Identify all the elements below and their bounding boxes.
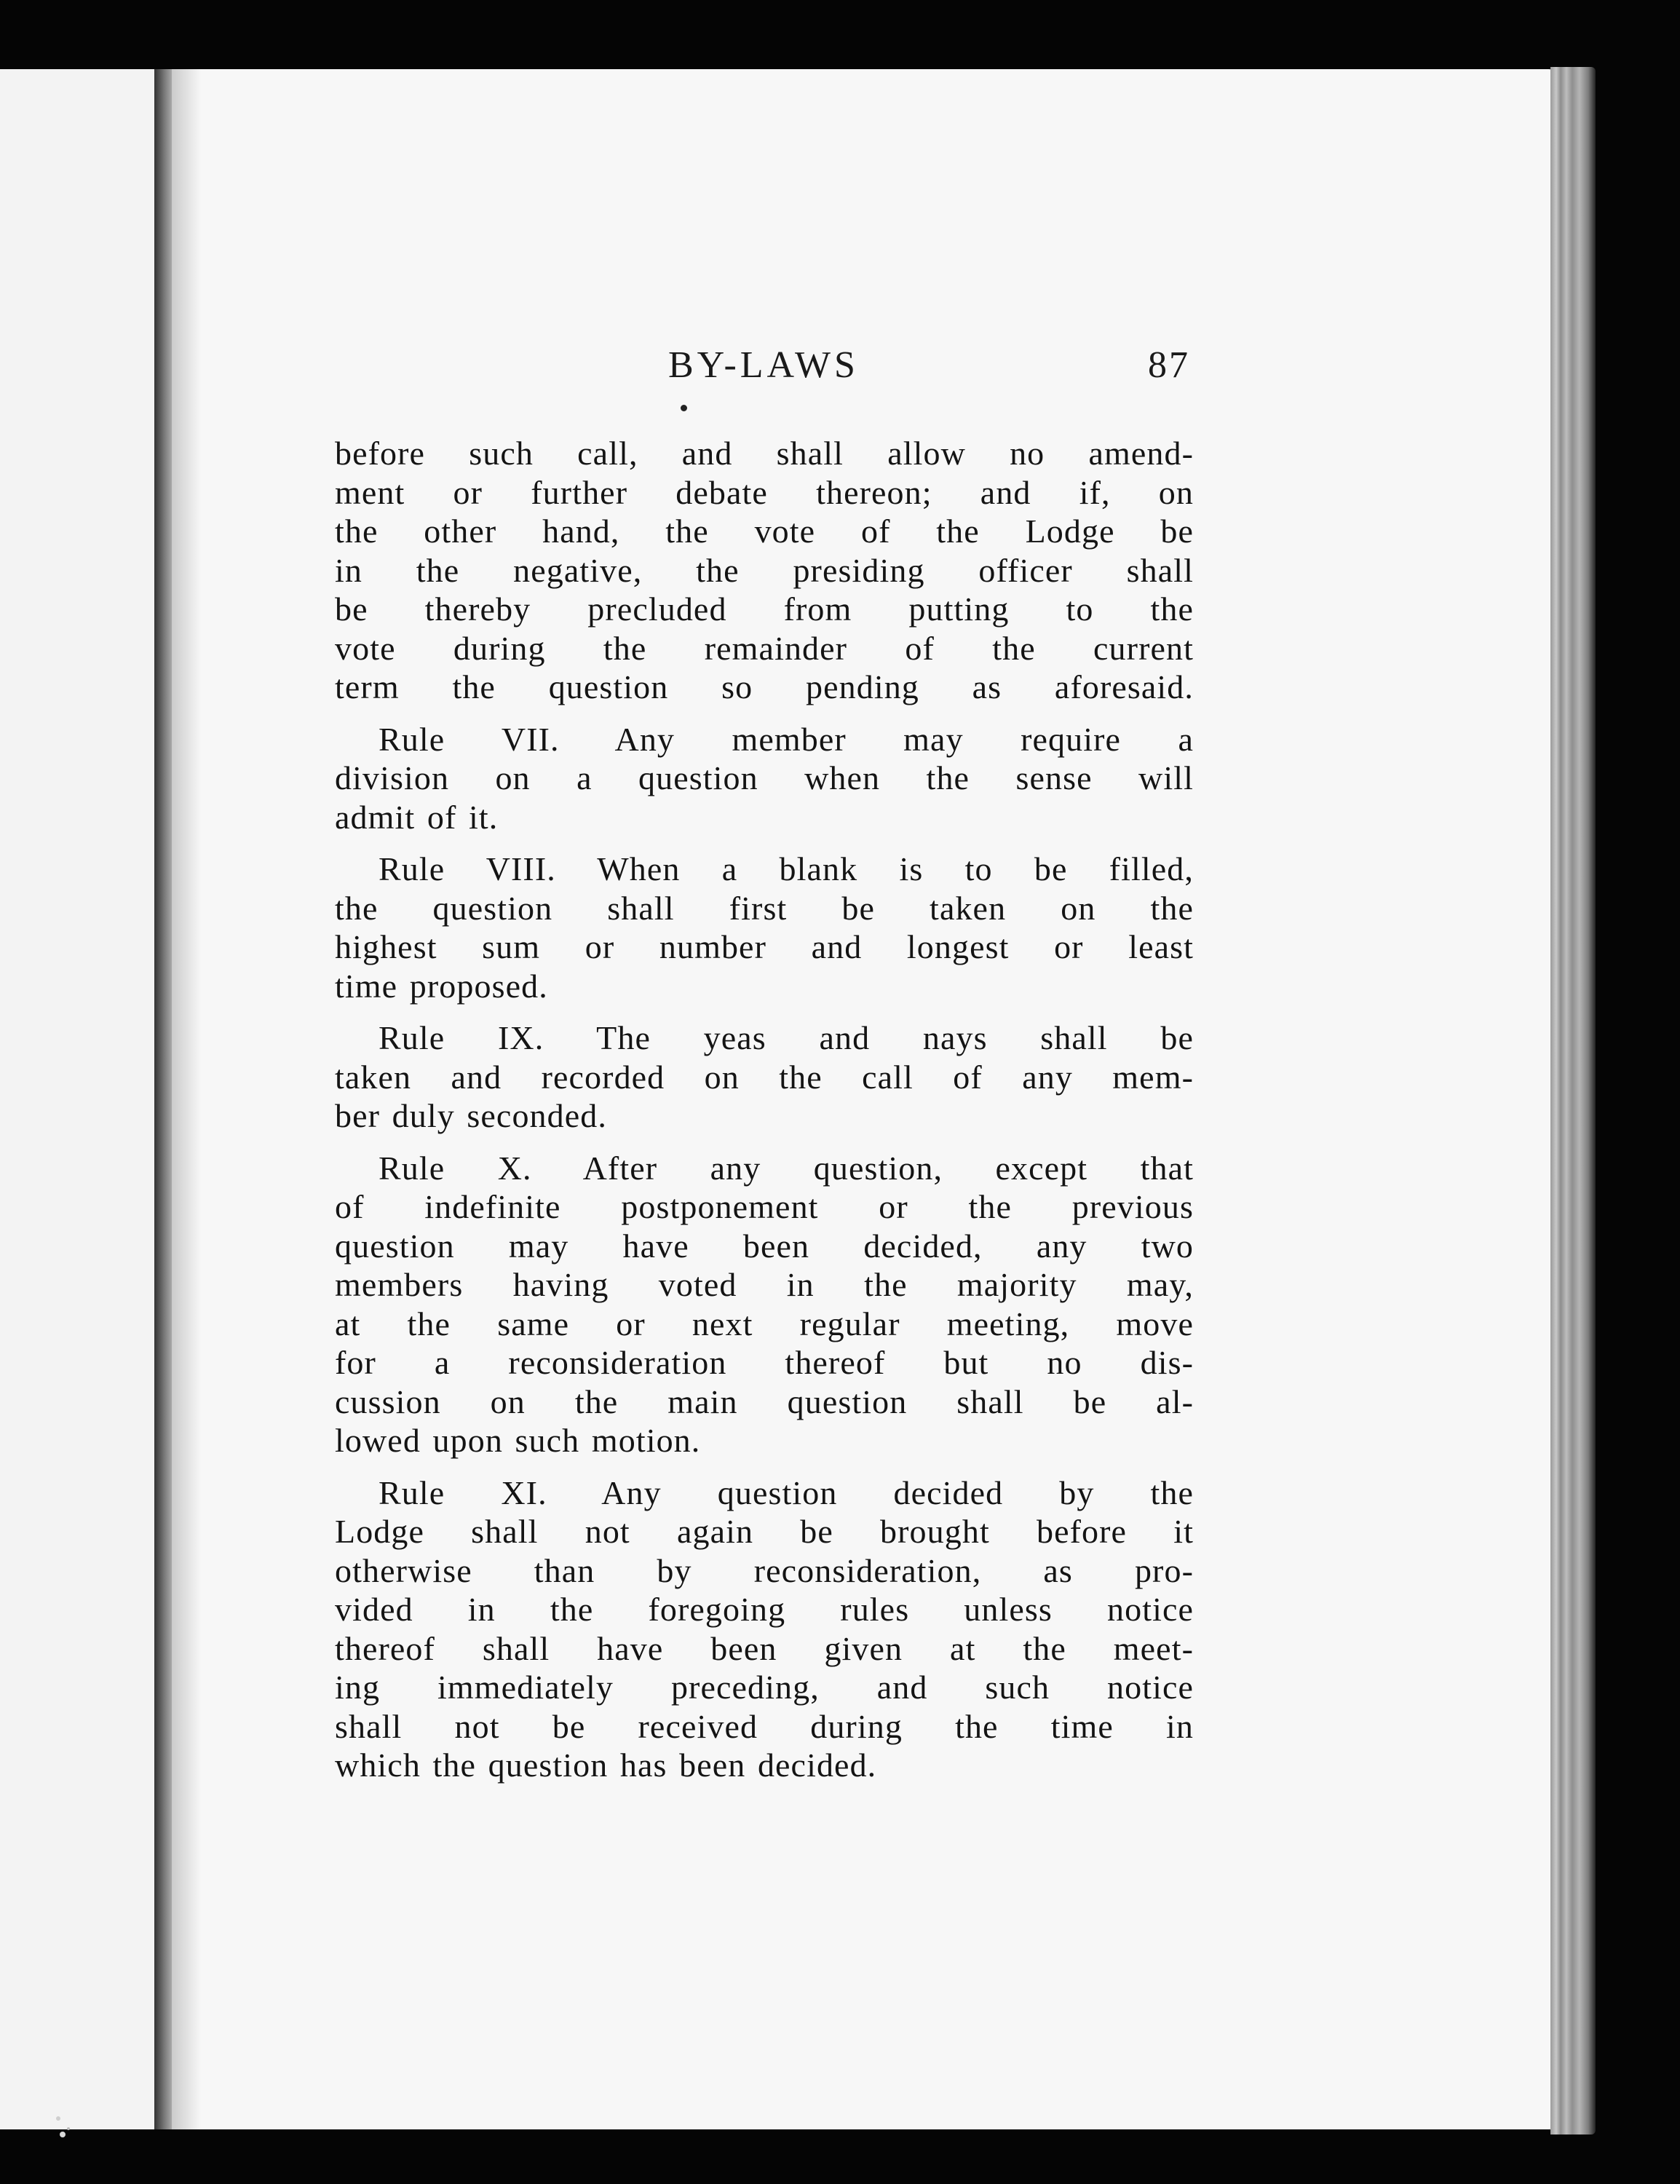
text-line: ing immediately preceding, and such notice [335,1669,1194,1706]
text-line: vote during the remainder of the current [335,629,1194,667]
text-line: the other hand, the vote of the Lodge be [335,513,1194,550]
paragraph-rule-ix [335,1018,1194,1136]
text-line: be thereby precluded from putting to the [335,590,1194,628]
text-line: otherwise than by reconsideration, as pro- [335,1551,1194,1589]
scan-specks [44,2097,102,2155]
text-line: term the question so pending as aforesaid. [335,668,1194,705]
text-line: for a reconsideration thereof but no dis- [335,1344,1194,1381]
text-line: Rule VIII. When a blank is to be filled, [379,850,1194,887]
text-line: division on a question when the sense will [335,759,1194,796]
text-line: which the question has been decided. [335,1746,877,1784]
text-line: at the same or next regular meeting, move [335,1305,1194,1342]
text-line: in the negative, the presiding officer shall [335,551,1194,589]
paragraph-rule-xi [335,1473,1194,1785]
text-line: before such call, and shall allow no amend- [335,435,1194,472]
text-line: of indefinite postponement or the previous [335,1188,1194,1225]
text-line: vided in the foregoing rules unless notice [335,1591,1194,1628]
paragraph-rule-x [335,1149,1194,1460]
text-line: highest sum or number and longest or least [335,928,1194,965]
page-header [0,344,1680,387]
text-line: thereof shall have been given at the meet- [335,1629,1194,1667]
text-line: lowed upon such motion. [335,1422,701,1459]
text-line: Rule VII. Any member may require a [379,720,1194,758]
page-number: 87 [1148,344,1190,386]
body-text [335,434,1194,1785]
text-line: admit of it. [335,798,499,836]
text-line: taken and recorded on the call of any mem- [335,1058,1194,1096]
paragraph-rule-viii [335,850,1194,1005]
text-line: Lodge shall not again be brought before it [335,1513,1194,1550]
text-line: time proposed. [335,967,548,1005]
text-line: cussion on the main question shall be al- [335,1382,1194,1420]
text-line: Rule IX. The yeas and nays shall be [379,1019,1194,1056]
text-line: ber duly seconded. [335,1097,607,1134]
paragraph [335,434,1194,707]
text-line: Rule XI. Any question decided by the [379,1473,1194,1511]
paragraph-rule-vii [335,720,1194,837]
ink-dot [681,405,687,411]
text-line: members having voted in the majority may, [335,1266,1194,1303]
running-head: BY-LAWS [668,344,859,386]
text-line: question may have been decided, any two [335,1227,1194,1265]
text-line: ment or further debate thereon; and if, on [335,473,1194,511]
text-line: shall not be received during the time in [335,1707,1194,1745]
text-line: Rule X. After any question, except that [379,1149,1194,1187]
text-line: the question shall first be taken on the [335,889,1194,927]
